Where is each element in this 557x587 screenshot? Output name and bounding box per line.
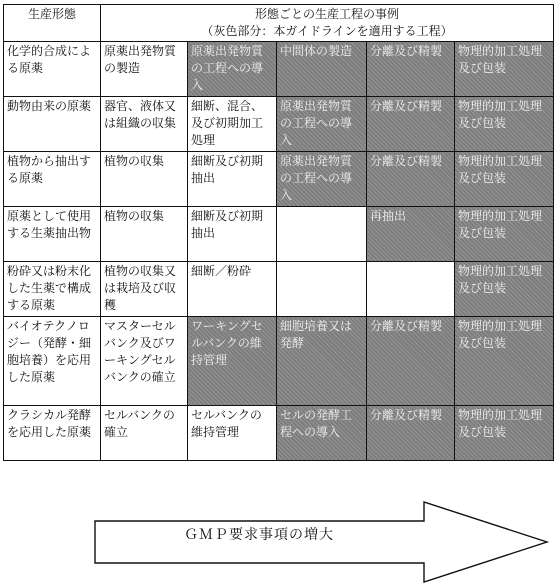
process-cell-empty [277, 207, 367, 262]
process-cell: 細断及び初期抽出 [188, 152, 277, 207]
process-cell: マスターセルバンク及びワーキングセルバンクの確立 [101, 317, 188, 406]
process-cell: 植物の収集 [101, 207, 188, 262]
production-process-table [3, 4, 554, 461]
table-row [4, 317, 554, 406]
process-cell: セルバンクの確立 [101, 406, 188, 461]
process-cell-shaded: 物理的加工処理及び包装 [455, 317, 554, 406]
process-cell-shaded: 分離及び精製 [367, 152, 455, 207]
process-cell-shaded: セルの発酵工程への導入 [277, 406, 367, 461]
table-row [4, 406, 554, 461]
process-cell-shaded: 分離及び精製 [367, 42, 455, 97]
process-cell-shaded: 物理的加工処理及び包装 [455, 262, 554, 317]
process-cell-shaded: 中間体の製造 [277, 42, 367, 97]
row-label: クラシカル発酵を応用した原薬 [4, 406, 101, 461]
header-production-form: 生産形態 [4, 5, 101, 42]
process-cell: 植物の収集 [101, 152, 188, 207]
process-cell-shaded: 分離及び精製 [367, 406, 455, 461]
process-cell-shaded: 細胞培養又は発酵 [277, 317, 367, 406]
process-cell-shaded: 再抽出 [367, 207, 455, 262]
row-label: 植物から抽出する原薬 [4, 152, 101, 207]
process-cell-empty [277, 262, 367, 317]
process-cell: 植物の収集又は栽培及び収穫 [101, 262, 188, 317]
header-title: 形態ごとの生産工程の事例 [255, 7, 400, 21]
header-note: （灰色部分：本ガイドラインを適用する工程） [201, 24, 453, 38]
process-cell-shaded: 原薬出発物質の工程への導入 [277, 97, 367, 152]
row-label: 原薬として使用する生薬抽出物 [4, 207, 101, 262]
process-cell-shaded: ワーキングセルバンクの維持管理 [188, 317, 277, 406]
process-cell: 原薬出発物質の製造 [101, 42, 188, 97]
process-cell: 器官、液体又は組織の収集 [101, 97, 188, 152]
table-row [4, 152, 554, 207]
process-cell-shaded: 物理的加工処理及び包装 [455, 97, 554, 152]
process-cell-shaded: 物理的加工処理及び包装 [455, 152, 554, 207]
row-label: 動物由来の原薬 [4, 97, 101, 152]
process-cell-shaded: 物理的加工処理及び包装 [455, 42, 554, 97]
row-label: 粉砕又は粉末化した生薬で構成する原薬 [4, 262, 101, 317]
process-cell: セルバンクの維持管理 [188, 406, 277, 461]
row-label: バイオテクノロジー（発酵・細胞培養）を応用した原薬 [4, 317, 101, 406]
process-cell-shaded: 原薬出発物質の工程への導入 [277, 152, 367, 207]
process-cell: 細断、混合、及び初期加工処理 [188, 97, 277, 152]
process-cell: 細断及び初期抽出 [188, 207, 277, 262]
table-row [4, 207, 554, 262]
process-cell-shaded: 原薬出発物質の工程への導入 [188, 42, 277, 97]
process-cell-shaded: 物理的加工処理及び包装 [455, 207, 554, 262]
table-header-row [4, 5, 554, 42]
table-row [4, 97, 554, 152]
process-cell-shaded: 物理的加工処理及び包装 [455, 406, 554, 461]
header-process-examples [101, 5, 554, 42]
table-row [4, 42, 554, 97]
process-cell: 細断／粉砕 [188, 262, 277, 317]
table-row [4, 262, 554, 317]
row-label: 化学的合成による原薬 [4, 42, 101, 97]
arrow-label: ＧＭＰ要求事項の増大 [184, 527, 334, 543]
process-cell-shaded: 分離及び精製 [367, 97, 455, 152]
process-cell-empty [367, 262, 455, 317]
process-cell-shaded: 分離及び精製 [367, 317, 455, 406]
